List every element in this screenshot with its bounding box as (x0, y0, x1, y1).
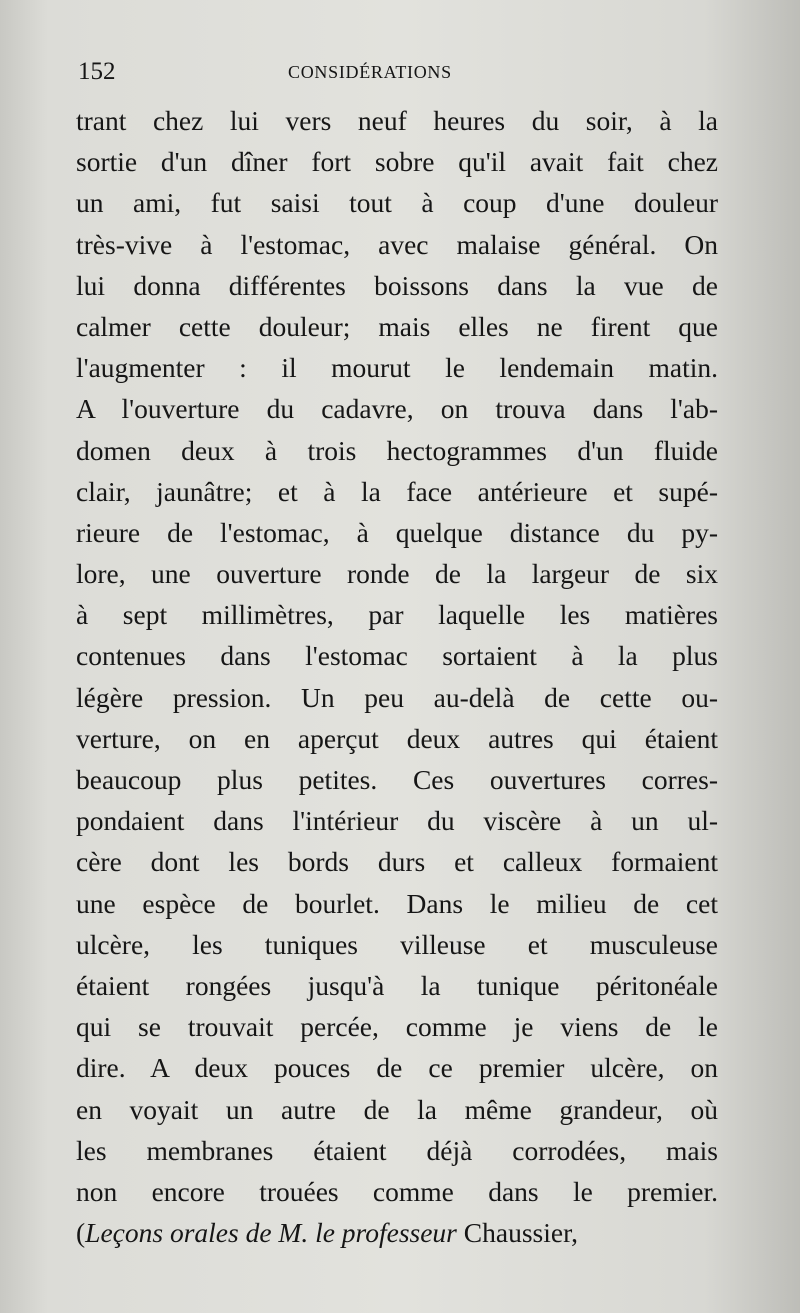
text-line: non encore trouées comme dans le premier. (76, 1175, 718, 1207)
text-line: cère dont les bords durs et calleux formaient (76, 846, 718, 878)
text-line: contenues dans l'estomac sortaient à la plus (76, 640, 718, 672)
text-line: lore, une ouverture ronde de la largeur de six (76, 558, 718, 590)
text-line: trant chez lui vers neuf heures du soir, à la (76, 105, 718, 136)
citation-roman: Chaussier, (456, 1217, 578, 1249)
text-line: qui se trouvait percée, comme je viens de le (76, 1011, 718, 1043)
text-line: dire. A deux pouces de ce premier ulcère, on (76, 1052, 718, 1084)
text-line: une espèce de bourlet. Dans le milieu de cet (76, 887, 718, 919)
text-line: rieure de l'estomac, à quelque distance du py- (76, 516, 718, 548)
text-line: très-vive à l'estomac, avec malaise général. On (76, 228, 718, 260)
text-line: en voyait un autre de la même grandeur, où (76, 1093, 718, 1125)
page-header (78, 58, 718, 90)
body-text (76, 100, 718, 1253)
text-line: beaucoup plus petites. Ces ouvertures corres- (76, 764, 718, 795)
text-line: sortie d'un dîner fort sobre qu'il avait fait chez (76, 146, 718, 178)
text-line: un ami, fut saisi tout à coup d'une douleur (76, 187, 718, 219)
text-line: l'augmenter : il mourut le lendemain matin. (76, 352, 718, 384)
citation-line (76, 1212, 718, 1253)
text-line: légère pression. Un peu au-delà de cette ou- (76, 681, 718, 713)
page-number: 152 (78, 58, 116, 85)
text-line: verture, on en aperçut deux autres qui étaient (76, 722, 718, 754)
text-line: étaient rongées jusqu'à la tunique péritonéale (76, 969, 718, 1001)
text-line: calmer cette douleur; mais elles ne firent que (76, 310, 718, 342)
text-line: A l'ouverture du cadavre, on trouva dans l'ab- (76, 393, 718, 425)
text-line: ulcère, les tuniques villeuse et musculeuse (76, 928, 718, 960)
text-line: clair, jaunâtre; et à la face antérieure et supé- (76, 475, 718, 507)
running-head: CONSIDÉRATIONS (288, 62, 452, 82)
text-line: les membranes étaient déjà corrodées, mais (76, 1134, 718, 1166)
text-line: domen deux à trois hectogrammes d'un fluide (76, 434, 718, 466)
citation-italic: Leçons orales de M. le professeur (85, 1217, 457, 1249)
text-line: pondaient dans l'intérieur du viscère à un ul- (76, 805, 718, 837)
citation-paren: ( (76, 1217, 86, 1249)
text-line: à sept millimètres, par laquelle les matières (76, 599, 718, 631)
text-line: lui donna différentes boissons dans la vue de (76, 269, 718, 301)
